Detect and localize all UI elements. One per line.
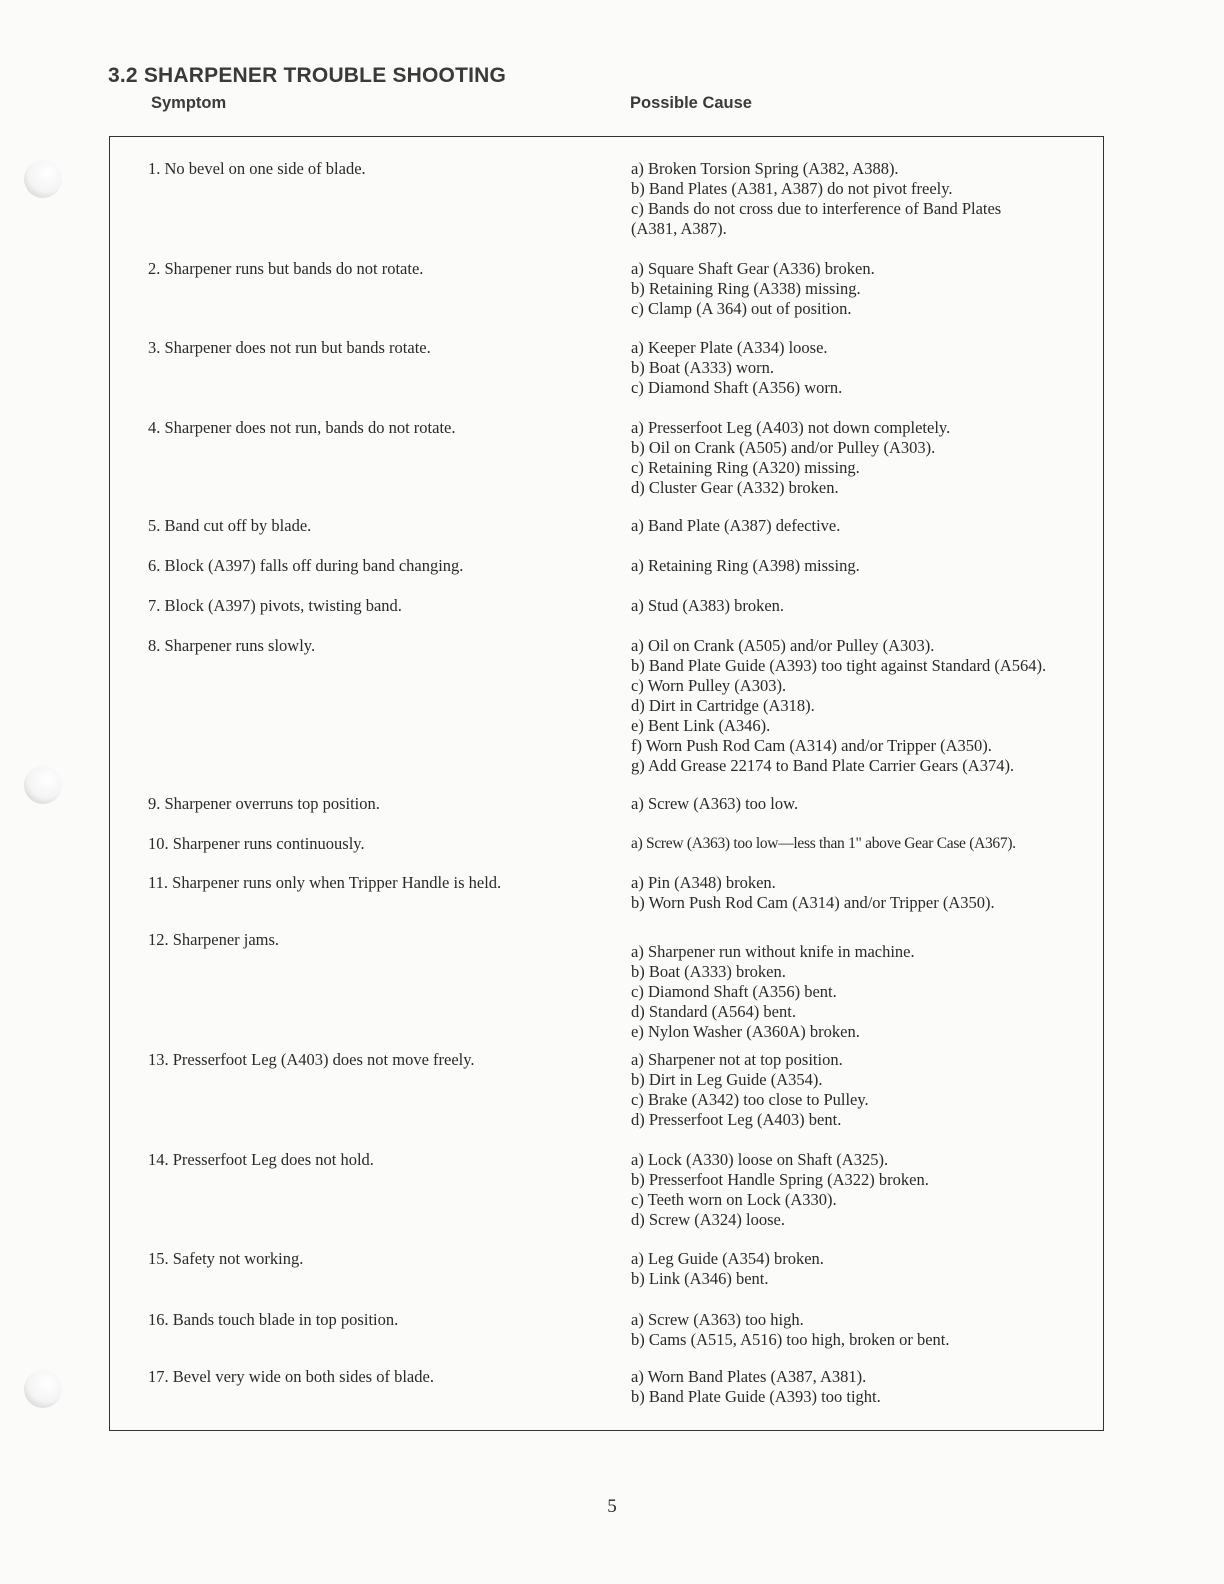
cause-list — [631, 338, 1101, 398]
cause-item: b) Band Plate Guide (A393) too tight against Standard (A564). — [631, 656, 1047, 675]
page-number: 5 — [607, 1496, 617, 1517]
cause-item: c) Teeth worn on Lock (A330). — [631, 1190, 837, 1209]
cause-list — [631, 873, 1101, 913]
cause-item: a) Stud (A383) broken. — [631, 596, 785, 615]
troubleshooting-table-frame — [109, 136, 1104, 1431]
cause-item: e) Bent Link (A346). — [631, 716, 771, 735]
cause-item: c) Worn Pulley (A303). — [631, 676, 787, 695]
symptom-text: 15. Safety not working. — [148, 1249, 304, 1268]
cause-list — [631, 596, 1101, 616]
cause-item: a) Square Shaft Gear (A336) broken. — [631, 259, 875, 278]
symptom-text: 6. Block (A397) falls off during band changing. — [148, 556, 464, 575]
cause-item: d) Standard (A564) bent. — [631, 1002, 796, 1021]
cause-list — [631, 1310, 1101, 1350]
cause-item: a) Screw (A363) too low. — [631, 794, 799, 813]
cause-item: a) Worn Band Plates (A387, A381). — [631, 1367, 867, 1386]
cause-item: b) Retaining Ring (A338) missing. — [631, 279, 861, 298]
cause-item: c) Clamp (A 364) out of position. — [631, 299, 852, 318]
symptom-text: 5. Band cut off by blade. — [148, 516, 312, 535]
cause-item: c) Retaining Ring (A320) missing. — [631, 458, 860, 477]
cause-item: a) Sharpener run without knife in machine. — [631, 942, 915, 961]
cause-item: a) Screw (A363) too low—less than 1" above Gear Case (A367). — [631, 835, 1016, 852]
symptom-text: 10. Sharpener runs continuously. — [148, 834, 365, 853]
cause-item: d) Dirt in Cartridge (A318). — [631, 696, 815, 715]
symptom-header: Symptom — [151, 94, 227, 112]
cause-item: c) Diamond Shaft (A356) worn. — [631, 378, 843, 397]
cause-item: a) Broken Torsion Spring (A382, A388). — [631, 159, 899, 178]
cause-item: b) Dirt in Leg Guide (A354). — [631, 1070, 823, 1089]
cause-list — [631, 794, 1101, 814]
symptom-text: 14. Presserfoot Leg does not hold. — [148, 1150, 374, 1169]
punch-hole-middle — [24, 766, 62, 804]
symptom-text: 12. Sharpener jams. — [148, 930, 280, 949]
cause-item: d) Screw (A324) loose. — [631, 1210, 785, 1229]
cause-item: b) Boat (A333) broken. — [631, 962, 786, 981]
cause-list — [631, 259, 1101, 319]
symptom-text: 1. No bevel on one side of blade. — [148, 159, 366, 178]
punch-hole-top — [24, 160, 62, 198]
cause-item: b) Oil on Crank (A505) and/or Pulley (A303). — [631, 438, 936, 457]
cause-item: c) Diamond Shaft (A356) bent. — [631, 982, 837, 1001]
cause-item: b) Boat (A333) worn. — [631, 358, 774, 377]
cause-item: b) Worn Push Rod Cam (A314) and/or Tripper (A350). — [631, 893, 995, 912]
cause-item: a) Lock (A330) loose on Shaft (A325). — [631, 1150, 889, 1169]
cause-item: b) Presserfoot Handle Spring (A322) broken. — [631, 1170, 929, 1189]
cause-list — [631, 418, 1101, 498]
symptom-text: 3. Sharpener does not run but bands rotate. — [148, 338, 431, 357]
cause-item: d) Cluster Gear (A332) broken. — [631, 478, 839, 497]
symptom-text: 17. Bevel very wide on both sides of blade. — [148, 1367, 434, 1386]
cause-item: b) Cams (A515, A516) too high, broken or bent. — [631, 1330, 950, 1349]
cause-item: a) Oil on Crank (A505) and/or Pulley (A303). — [631, 636, 935, 655]
cause-item: a) Pin (A348) broken. — [631, 873, 776, 892]
section-title: 3.2 SHARPENER TROUBLE SHOOTING — [108, 64, 507, 87]
cause-list — [631, 1249, 1101, 1289]
cause-list — [631, 834, 1101, 854]
cause-item: a) Retaining Ring (A398) missing. — [631, 556, 860, 575]
cause-item: b) Band Plates (A381, A387) do not pivot freely. — [631, 179, 953, 198]
cause-item: f) Worn Push Rod Cam (A314) and/or Tripper (A350). — [631, 736, 992, 755]
punch-hole-bottom — [24, 1370, 62, 1408]
cause-item: (A381, A387). — [631, 219, 727, 238]
symptom-text: 4. Sharpener does not run, bands do not rotate. — [148, 418, 456, 437]
cause-item: b) Link (A346) bent. — [631, 1269, 769, 1288]
symptom-text: 13. Presserfoot Leg (A403) does not move freely. — [148, 1050, 475, 1069]
symptom-text: 7. Block (A397) pivots, twisting band. — [148, 596, 402, 615]
cause-list — [631, 1367, 1101, 1407]
cause-item: a) Leg Guide (A354) broken. — [631, 1249, 824, 1268]
cause-list — [631, 159, 1101, 239]
cause-item: a) Band Plate (A387) defective. — [631, 516, 841, 535]
cause-item: a) Presserfoot Leg (A403) not down completely. — [631, 418, 951, 437]
cause-item: a) Sharpener not at top position. — [631, 1050, 843, 1069]
cause-item: e) Nylon Washer (A360A) broken. — [631, 1022, 860, 1041]
symptom-text: 16. Bands touch blade in top position. — [148, 1310, 399, 1329]
cause-list — [631, 516, 1101, 536]
symptom-text: 8. Sharpener runs slowly. — [148, 636, 316, 655]
cause-list — [631, 942, 1101, 1042]
cause-item: d) Presserfoot Leg (A403) bent. — [631, 1110, 842, 1129]
cause-header: Possible Cause — [630, 94, 752, 112]
cause-item: a) Keeper Plate (A334) loose. — [631, 338, 828, 357]
symptom-text: 11. Sharpener runs only when Tripper Handle is held. — [148, 873, 502, 892]
cause-item: c) Bands do not cross due to interference of Band Plates — [631, 199, 1002, 218]
cause-item: a) Screw (A363) too high. — [631, 1310, 804, 1329]
cause-item: c) Brake (A342) too close to Pulley. — [631, 1090, 869, 1109]
symptom-text: 9. Sharpener overruns top position. — [148, 794, 380, 813]
cause-list — [631, 1050, 1101, 1130]
cause-list — [631, 556, 1101, 576]
symptom-text: 2. Sharpener runs but bands do not rotate. — [148, 259, 424, 278]
cause-list — [631, 1150, 1101, 1230]
cause-item: b) Band Plate Guide (A393) too tight. — [631, 1387, 881, 1406]
cause-item: g) Add Grease 22174 to Band Plate Carrier Gears (A374). — [631, 756, 1015, 775]
cause-list — [631, 636, 1101, 776]
